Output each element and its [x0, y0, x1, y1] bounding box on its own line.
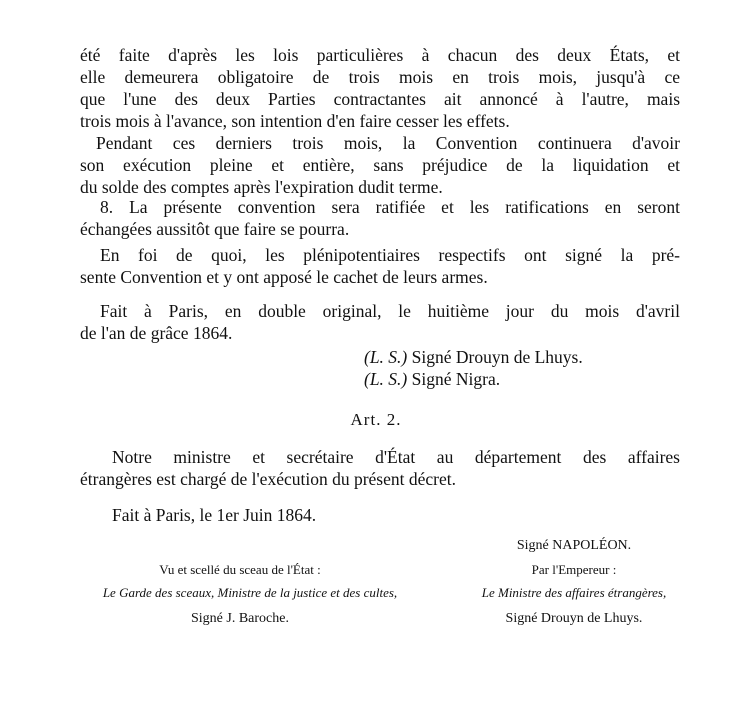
seal-text: Signé Nigra.: [411, 369, 501, 389]
article-heading: Art. 2.: [350, 410, 402, 429]
decree-line-1: Notre ministre et secrétaire d'État au département des affaires: [112, 447, 680, 467]
decree-date: Fait à Paris, le 1er Juin 1864.: [112, 505, 317, 525]
minister-name-right: Signé Drouyn de Lhuys.: [505, 611, 643, 626]
body-line-3: que l'une des deux Parties contractantes ait annoncé à l'autre, mais: [80, 89, 680, 109]
body-line-10: En foi de quoi, les plénipotentiaires respectifs ont signé la pré-: [100, 245, 680, 265]
body-line-8: 8. La présente convention sera ratifiée et les ratifications en seront: [100, 197, 680, 217]
body-line-9: échangées aussitôt que faire se pourra.: [80, 219, 350, 239]
seal-mark: (L. S.): [364, 369, 408, 389]
body-line-5: Pendant ces derniers trois mois, la Convention continuera d'avoir: [96, 133, 680, 153]
body-line-11: sente Convention et y ont apposé le cachet de leurs armes.: [80, 267, 488, 287]
minister-title-right: Le Ministre des affaires étrangères,: [481, 585, 667, 600]
body-line-4: trois mois à l'avance, son intention d'en faire cesser les effets.: [80, 111, 510, 131]
body-line-12: Fait à Paris, en double original, le huitième jour du mois d'avril: [100, 301, 680, 321]
body-line-2: elle demeurera obligatoire de trois mois en trois mois, jusqu'à ce: [80, 67, 680, 87]
signed-napoleon: Signé NAPOLÉON.: [516, 538, 632, 553]
body-line-6: son exécution pleine et entière, sans préjudice de la liquidation et: [80, 155, 680, 175]
minister-name-left: Signé J. Baroche.: [191, 611, 289, 626]
body-line-13: de l'an de grâce 1864.: [80, 323, 233, 343]
seal-statement: Vu et scellé du sceau de l'État :: [159, 562, 321, 577]
body-line-1: été faite d'après les lois particulières à chacun des deux États, et: [80, 45, 680, 65]
par-empereur: Par l'Empereur :: [531, 562, 617, 577]
decree-line-2: étrangères est chargé de l'exécution du présent décret.: [80, 469, 456, 489]
seal-signature-2: [364, 368, 500, 390]
seal-signature-1: [364, 346, 583, 368]
minister-title-left: Le Garde des sceaux, Ministre de la justice et des cultes,: [102, 585, 398, 600]
body-line-7: du solde des comptes après l'expiration dudit terme.: [80, 177, 443, 197]
seal-mark: (L. S.): [364, 347, 408, 367]
seal-text: Signé Drouyn de Lhuys.: [411, 347, 583, 367]
